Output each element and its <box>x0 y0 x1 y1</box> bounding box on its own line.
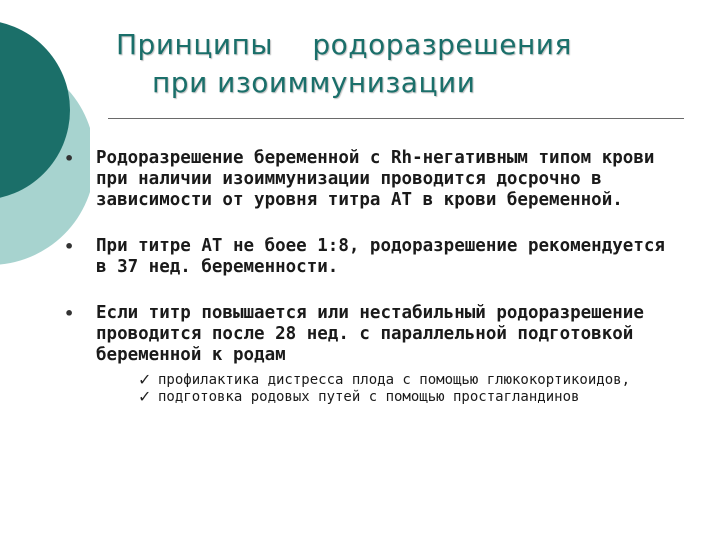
bullet-item <box>60 303 680 406</box>
bullet-text: Родоразрешение беременной с Rh-негативным типом крови при наличии изоиммунизации проводится досрочно в зависимости от уровня титра АТ в крови беременной. <box>96 148 655 210</box>
title-divider <box>108 118 684 119</box>
checkmark-icon: ✓ <box>138 387 152 406</box>
title-line-2: при изоиммунизации <box>152 66 476 99</box>
bullet-item <box>60 236 680 278</box>
sub-item <box>138 372 680 389</box>
title-line-1: Принципы родоразрешения <box>116 28 572 61</box>
bullet-list <box>60 148 680 431</box>
bullet-text: При титре АТ не боее 1:8, родоразрешение рекомендуется в 37 нед. беременности. <box>96 236 665 277</box>
bullet-item <box>60 148 680 211</box>
sub-list <box>96 372 680 406</box>
bullet-text: Если титр повышается или нестабильный родоразрешение проводится после 28 нед. с параллельной подготовкой беременной к родам <box>96 303 644 365</box>
checkmark-icon: ✓ <box>138 370 152 389</box>
sub-item-text: профилактика дистресса плода с помощью глюкокортикоидов, <box>158 372 631 388</box>
sub-item-text: подготовка родовых путей с помощью простагландинов <box>158 389 580 405</box>
sub-item <box>138 389 680 406</box>
bullet-icon: • <box>64 304 75 323</box>
slide-title <box>96 26 656 102</box>
bullet-icon: • <box>64 237 75 256</box>
bullet-icon: • <box>64 149 75 168</box>
